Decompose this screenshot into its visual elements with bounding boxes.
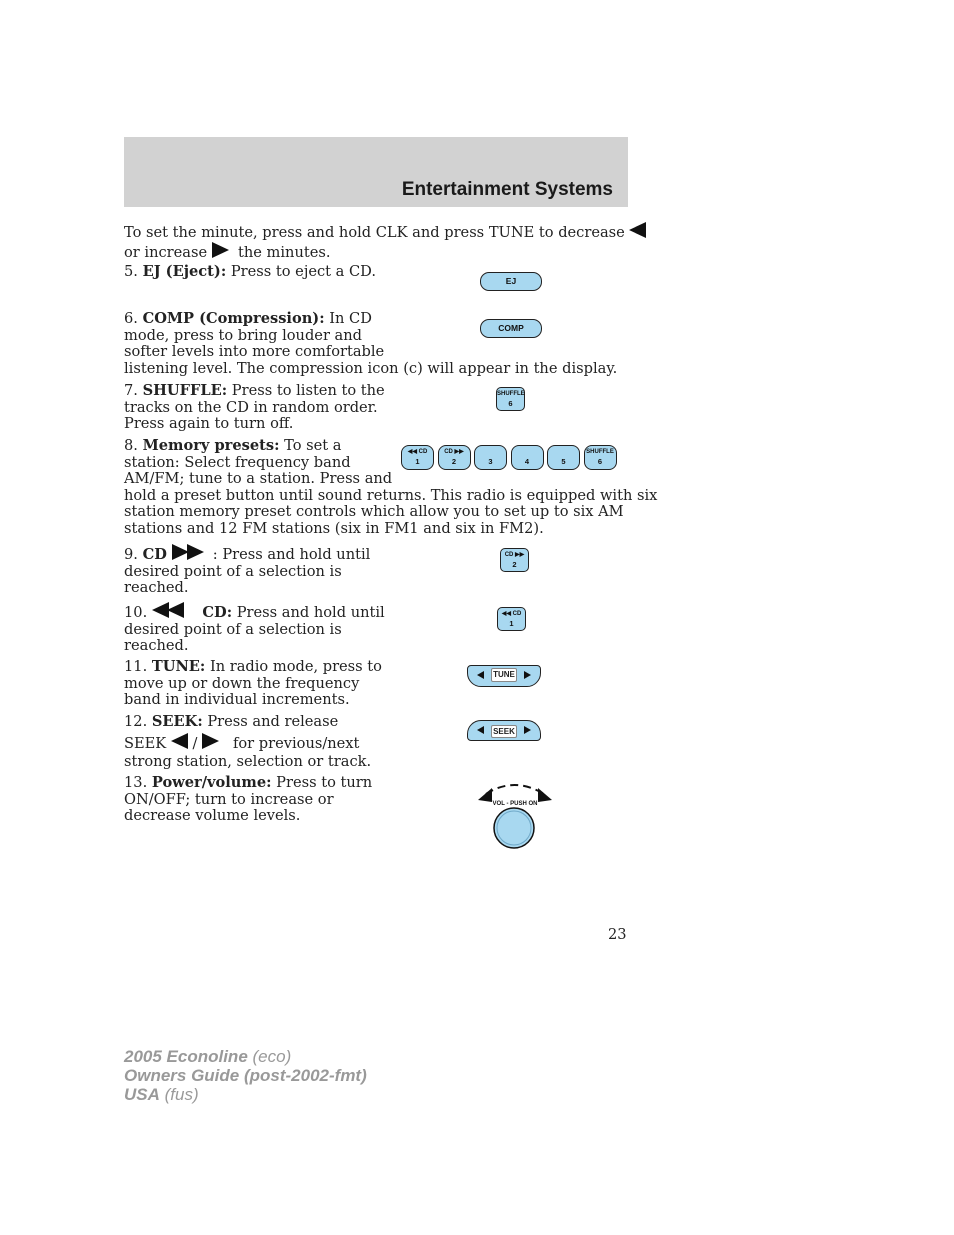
tune-rocker-button[interactable]: TUNE <box>467 665 541 687</box>
item-shuffle: 7. SHUFFLE: Press to listen to the tracks on the CD in random order. Press again to turn off. <box>124 382 385 432</box>
intro-line-1: To set the minute, press and hold CLK and press TUNE to decrease <box>124 222 646 242</box>
preset-top-label: ◀◀ CD <box>407 449 428 455</box>
item-cd-ff: 9. CD : Press and hold until desired point of a selection is reached. <box>124 546 371 596</box>
decrease-arrow-icon <box>629 222 646 238</box>
preset-top-label <box>490 449 492 455</box>
preset-number: 6 <box>597 457 603 466</box>
preset-button-3[interactable] <box>474 445 507 470</box>
preset-button-6[interactable] <box>584 445 617 470</box>
item-ej: 5. EJ (Eject): Press to eject a CD. <box>124 263 376 280</box>
footer: 2005 Econoline (eco) Owners Guide (post-2002-fmt) USA (fus) <box>124 1047 367 1104</box>
knob-label: VOL - PUSH ON <box>492 801 538 807</box>
preset-number: 5 <box>561 457 566 466</box>
item-cd-rew: 10. CD: Press and hold until desired point of a selection is reached. <box>124 604 385 654</box>
cd-fast-forward-button[interactable]: CD ▶▶ 2 <box>500 548 529 572</box>
preset-number: 4 <box>524 457 530 466</box>
eject-button[interactable]: EJ <box>480 272 542 291</box>
preset-top-label <box>526 449 528 455</box>
preset-top-label <box>563 449 565 455</box>
preset-top-label: SHUFFLE <box>586 449 614 455</box>
seek-previous-icon <box>171 733 188 749</box>
item-tune: 11. TUNE: In radio mode, press to move up or down the frequency band in individual increments. <box>124 658 382 708</box>
compression-button[interactable]: COMP <box>480 319 542 338</box>
preset-number: 3 <box>488 457 493 466</box>
seek-rocker-button[interactable]: SEEK <box>467 720 541 741</box>
section-title: Entertainment Systems <box>401 179 613 200</box>
preset-button-2[interactable] <box>438 445 471 470</box>
preset-button-5[interactable] <box>547 445 580 470</box>
tune-up-icon <box>524 671 531 679</box>
item-power: 13. Power/volume: Press to turn ON/OFF; turn to increase or decrease volume levels. <box>124 774 373 824</box>
item-seek: 12. SEEK: Press and release SEEK / for previous/next strong station, selection or track. <box>124 713 372 770</box>
increase-arrow-icon <box>212 242 229 258</box>
preset-top-label: CD ▶▶ <box>444 449 464 455</box>
preset-button-1[interactable] <box>401 445 434 470</box>
item-presets: 8. Memory presets: To set a station: Select frequency band AM/FM; tune to a station. Press and hold a preset button until sound returns. This radio is equipped with six station memory preset controls which allow you to set up to six AM stations and 12 FM stations (six in FM1 and six in FM2). <box>124 437 658 537</box>
volume-knob-diagram <box>474 780 556 852</box>
preset-number: 1 <box>415 457 420 466</box>
section-header <box>124 137 628 207</box>
seek-next-icon <box>202 733 219 749</box>
rotate-left-arrow-icon <box>478 788 492 802</box>
intro-line-2: or increase the minutes. <box>124 244 331 261</box>
preset-number: 2 <box>451 457 457 466</box>
preset-button-4[interactable] <box>511 445 544 470</box>
tune-down-icon <box>477 671 484 679</box>
item-comp: 6. COMP (Compression): In CD mode, press to bring louder and softer levels into more comfortable listening level. The compression icon (c) will appear in the display. <box>124 310 618 377</box>
rotation-arc-icon <box>486 785 544 794</box>
seek-up-icon <box>524 726 531 734</box>
rotate-right-arrow-icon <box>538 788 552 802</box>
power-volume-knob[interactable] <box>494 808 534 848</box>
shuffle-button[interactable]: SHUFFLE 6 <box>496 387 525 411</box>
cd-rewind-button[interactable]: ◀◀ CD 1 <box>497 607 526 631</box>
page-number: 23 <box>608 926 627 943</box>
seek-down-icon <box>477 726 484 734</box>
